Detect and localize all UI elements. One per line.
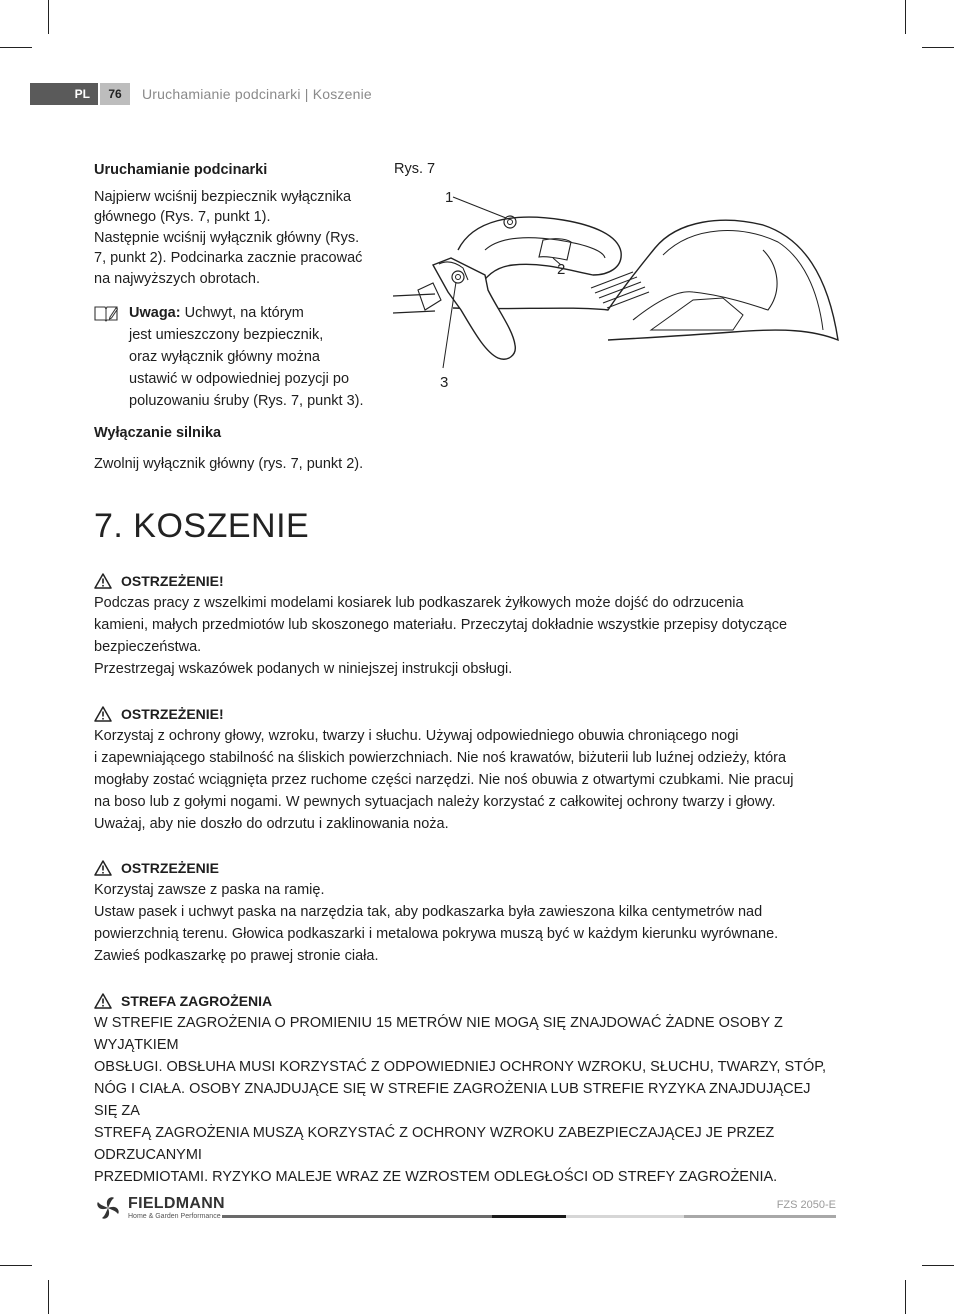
crop-mark (48, 0, 49, 34)
warning-triangle-icon (94, 573, 112, 589)
warning-line: powierzchnią terenu. Głowica podkaszarki i metalowa pokrywa muszą być w każdym kierunku wyrównane. (94, 926, 779, 942)
warning-line: PRZEDMIOTAMI. RYZYKO MALEJE WRAZ ZE WZROSTEM ODLEGŁOŚCI OD STREFY ZAGROŻENIA. (94, 1169, 778, 1185)
warning-title: OSTRZEŻENIE (121, 860, 220, 876)
footer-bar-segment (222, 1215, 492, 1218)
model-number: FZS 2050-E (776, 1199, 836, 1211)
crop-mark (0, 47, 32, 48)
warning-line: Ustaw pasek i uchwyt paska na narzędzia tak, aby podkaszarka była zawieszona kilka centymetrów nad (94, 904, 763, 920)
text-line: Następnie wciśnij wyłącznik główny (Rys. (94, 229, 360, 246)
text-line: na najwyższych obrotach. (94, 270, 261, 287)
warning-line: i zapewniającego stabilność na śliskich powierzchniach. Nie noś krawatów, biżuterii lub luźnej odzieży, która (94, 750, 787, 766)
warning-line: Zawieś podkaszarkę po prawej stronie ciała. (94, 948, 379, 964)
brand-tagline: Home & Garden Performance (128, 1212, 221, 1220)
note-label: Uwaga: (129, 305, 181, 321)
note-box (94, 302, 384, 412)
warning-line: Przestrzegaj wskazówek podanych w niniejszej instrukcji obsługi. (94, 661, 513, 677)
warning-line: W STREFIE ZAGROŻENIA O PROMIENIU 15 METRÓW NIE MOGĄ SIĘ ZNAJDOWAĆ ŻADNE OSOBY Z WYJĄTKIEM (94, 1015, 783, 1053)
start-section (94, 160, 378, 289)
fan-logo-icon (94, 1194, 122, 1222)
crop-mark (0, 1265, 32, 1266)
warning-triangle-icon (94, 993, 112, 1009)
note-book-icon (94, 304, 118, 329)
header-title: Uruchamianie podcinarki | Koszenie (142, 86, 372, 102)
language-tag: PL (30, 83, 98, 105)
text-line: Zwolnij wyłącznik główny (rys. 7, punkt 2). (94, 455, 364, 472)
warning-title: OSTRZEŻENIE! (121, 573, 224, 589)
section-heading: Wyłączanie silnika (94, 425, 222, 441)
footer-bar-segment (566, 1215, 684, 1218)
brand-logo (94, 1194, 225, 1222)
warning-line: Podczas pracy z wszelkimi modelami kosiarek lub podkaszarek żyłkowych może dojść do odrzucenia (94, 595, 744, 611)
text-line: Najpierw wciśnij bezpiecznik wyłącznika (94, 188, 352, 205)
warning-line: mogłaby zostać wciągnięta przez ruchome części narzędzi. Nie noś obuwia z otwartymi czubkami. Nie pracuj (94, 772, 794, 788)
warning-block (94, 857, 834, 967)
note-line: poluzowaniu śruby (Rys. 7, punkt 3). (129, 393, 364, 409)
warning-line: Uważaj, aby nie doszło do odrzutu i zaklinowania noża. (94, 816, 449, 832)
crop-mark (48, 1280, 49, 1314)
chapter-title: 7. KOSZENIE (94, 507, 310, 545)
crop-mark (905, 0, 906, 34)
warning-line: STREFĄ ZAGROŻENIA MUSZĄ KORZYSTAĆ Z OCHRONY WZROKU ZABEZPIECZAJĄCEJ JE PRZEZ ODRZUCANYMI (94, 1125, 775, 1163)
warning-block (94, 990, 834, 1188)
note-line: oraz wyłącznik główny można (129, 349, 320, 365)
note-line: jest umieszczony bezpiecznik, (129, 327, 324, 343)
callout-1: 1 (445, 189, 454, 206)
page-number: 76 (100, 83, 130, 105)
callout-3: 3 (440, 374, 449, 391)
warning-line: Korzystaj zawsze z paska na ramię. (94, 882, 325, 898)
trimmer-handle-figure (393, 180, 843, 395)
crop-mark (905, 1280, 906, 1314)
warning-line: kamieni, małych przedmiotów lub skoszonego materiału. Przeczytaj dokładnie wszystkie przepisy dotyczące (94, 617, 788, 633)
callout-2: 2 (557, 261, 566, 278)
note-line: ustawić w odpowiedniej pozycji po (129, 371, 350, 387)
text-line: głównego (Rys. 7, punkt 1). (94, 209, 271, 225)
warning-triangle-icon (94, 706, 112, 722)
stop-section (94, 423, 394, 474)
warning-title: OSTRZEŻENIE! (121, 706, 224, 722)
warning-line: bezpieczeństwa. (94, 639, 202, 655)
warning-block (94, 570, 834, 680)
warning-line: OBSŁUGI. OBSŁUHA MUSI KORZYSTAĆ Z ODPOWIEDNIEJ OCHRONY WZROKU, SŁUCHU, TWARZY, STÓP, (94, 1059, 827, 1075)
warning-line: na boso lub z gołymi nogami. W pewnych sytuacjach należy korzystać z całkowitej ochrony twarzy i głowy. (94, 794, 776, 810)
warning-triangle-icon (94, 860, 112, 876)
brand-name: FIELDMANN (128, 1194, 225, 1212)
warning-title: STREFA ZAGROŻENIA (121, 993, 273, 1009)
warning-line: NÓG I CIAŁA. OSOBY ZNAJDUJĄCE SIĘ W STREFIE ZAGROŻENIA LUB STREFIE RYZYKA ZNAJDUJĄCEJ SIĘ ZA (94, 1081, 811, 1119)
page-header (30, 83, 372, 105)
text-line: 7, punkt 2). Podcinarka zacznie pracować (94, 250, 363, 266)
crop-mark (922, 47, 954, 48)
footer-bar-segment (684, 1215, 836, 1218)
warning-line: Korzystaj z ochrony głowy, wzroku, twarzy i słuchu. Używaj odpowiedniego obuwia chroniącego nogi (94, 728, 739, 744)
figure-label: Rys. 7 (394, 161, 436, 177)
footer-bar-segment (492, 1215, 566, 1218)
note-text: Uchwyt, na którym (180, 305, 304, 321)
section-heading: Uruchamianie podcinarki (94, 162, 268, 178)
crop-mark (922, 1265, 954, 1266)
warning-block (94, 703, 834, 835)
